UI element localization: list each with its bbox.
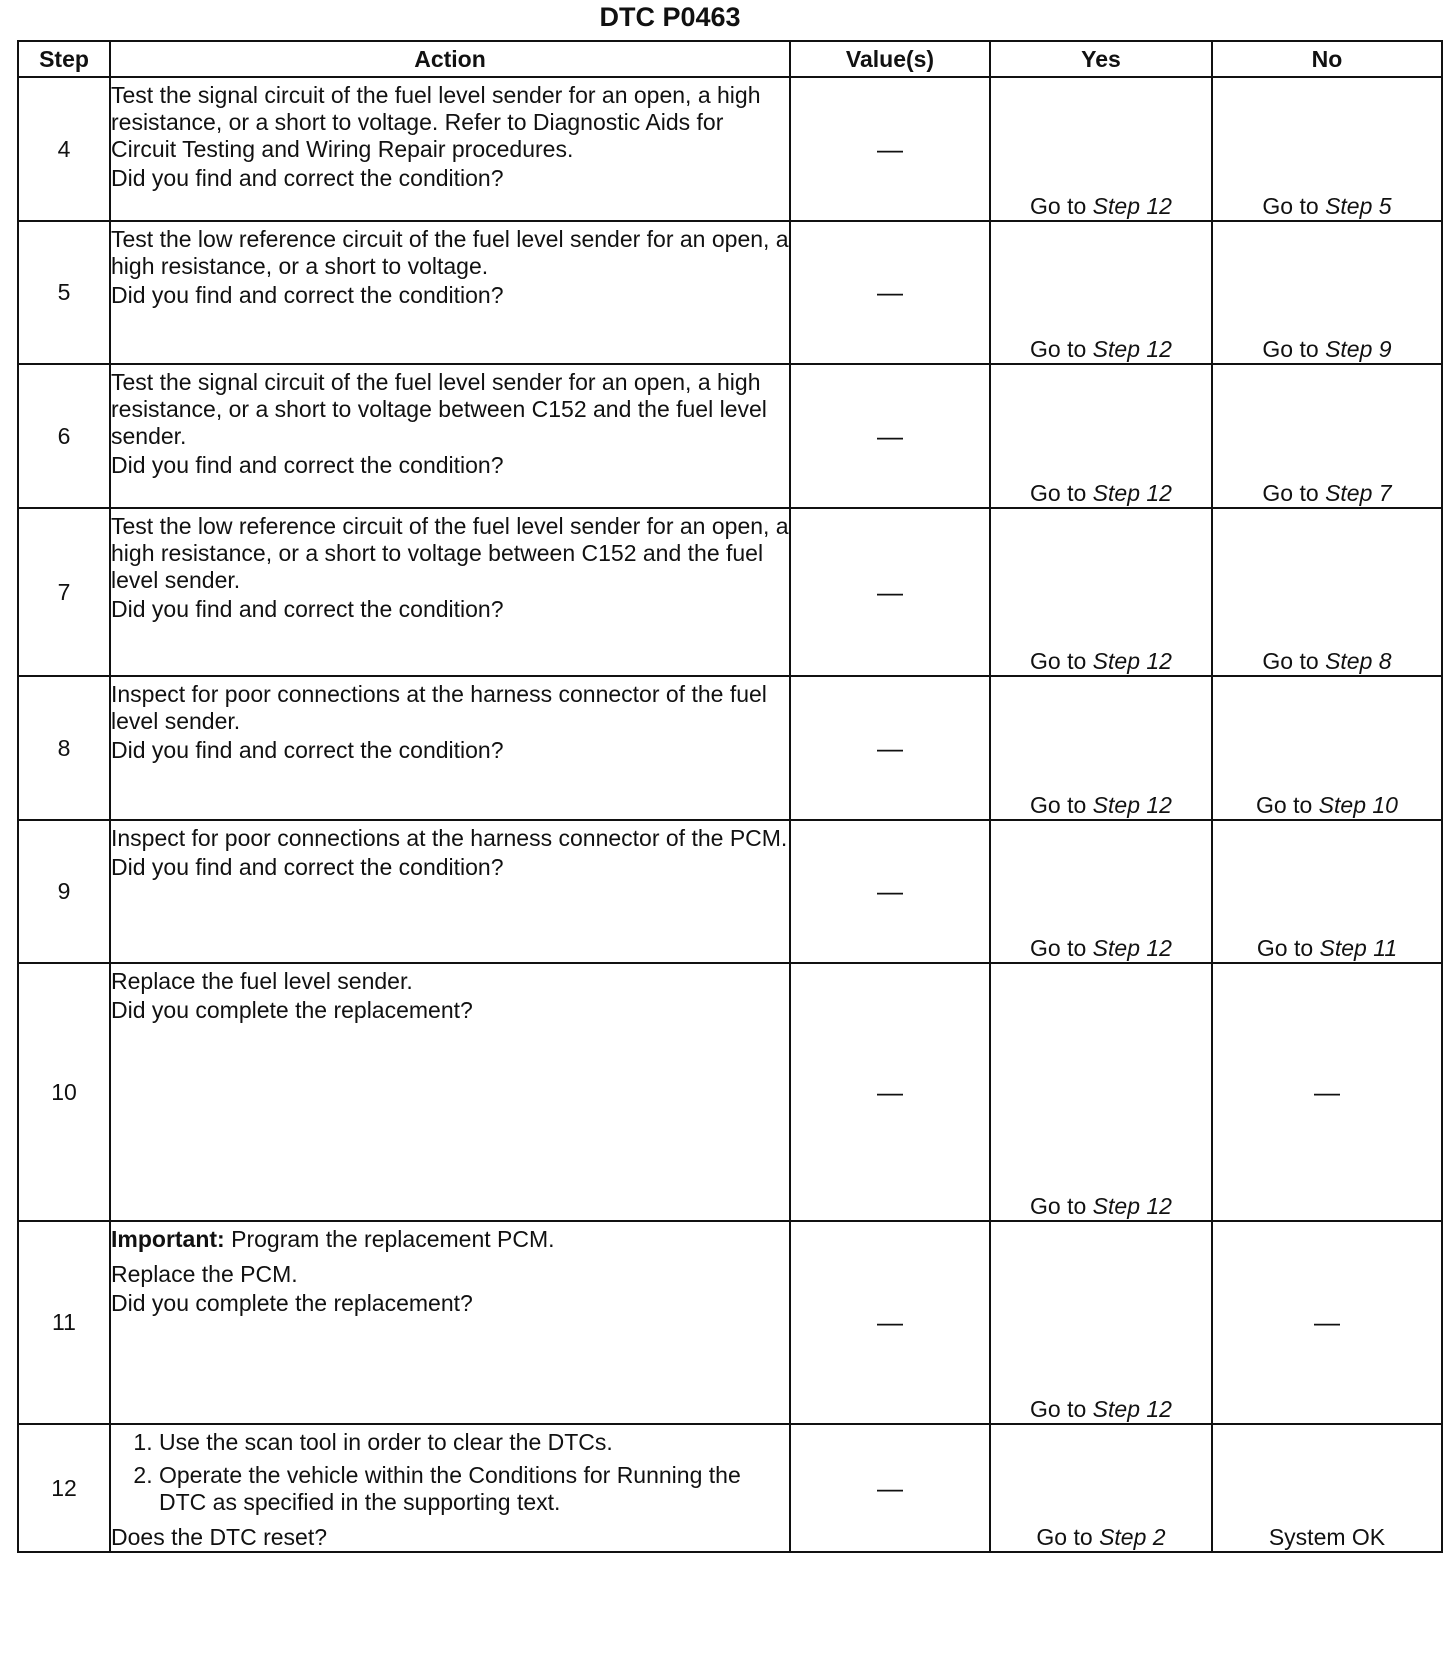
table-row [18, 676, 1442, 820]
yes-cell [990, 77, 1212, 221]
no-cell [1212, 221, 1442, 364]
action-text: Test the signal circuit of the fuel level sender for an open, a high resistance, or a short to voltage between C152 and the fuel level sender. [111, 369, 767, 449]
action-question: Did you find and correct the condition? [111, 596, 504, 622]
value-cell: — [790, 963, 990, 1221]
action-question: Did you find and correct the condition? [111, 452, 504, 478]
header-values: Value(s) [790, 41, 990, 77]
no-prefix: Go to [1262, 193, 1319, 219]
action-text: Replace the fuel level sender. [111, 968, 413, 994]
header-yes: Yes [990, 41, 1212, 77]
no-cell [1212, 676, 1442, 820]
yes-cell [990, 221, 1212, 364]
table-row [18, 364, 1442, 508]
yes-step-ref: Step 12 [1092, 935, 1172, 961]
action-text: Test the low reference circuit of the fuel level sender for an open, a high resistance, or a short to voltage between C152 and the fuel level sender. [111, 513, 789, 593]
page-title: DTC P0463 [599, 2, 741, 32]
no-step-ref: Step 10 [1318, 792, 1398, 818]
no-step-ref: Step 5 [1325, 193, 1392, 219]
action-cell [110, 364, 790, 508]
action-text: Inspect for poor connections at the harness connector of the fuel level sender. [111, 681, 767, 734]
yes-prefix: Go to [1036, 1524, 1093, 1550]
action-question: Did you find and correct the condition? [111, 165, 504, 191]
action-question: Did you find and correct the condition? [111, 737, 504, 763]
important-text: Program the replacement PCM. [231, 1226, 555, 1252]
step-number: 8 [18, 676, 110, 820]
value-cell: — [790, 1221, 990, 1424]
list-item: 1. Use the scan tool in order to clear the DTCs. [159, 1429, 789, 1456]
yes-cell [990, 820, 1212, 963]
yes-prefix: Go to [1030, 336, 1087, 362]
action-cell [110, 508, 790, 676]
yes-cell [990, 963, 1212, 1221]
yes-step-ref: Step 12 [1092, 193, 1172, 219]
action-text: Test the signal circuit of the fuel level sender for an open, a high resistance, or a short to voltage. Refer to Diagnostic Aids for Circuit Testing and Wiring Repair procedures. [111, 82, 761, 162]
no-cell [1212, 820, 1442, 963]
action-cell [110, 77, 790, 221]
step-number: 4 [18, 77, 110, 221]
value-cell: — [790, 364, 990, 508]
action-text: Test the low reference circuit of the fuel level sender for an open, a high resistance, or a short to voltage. [111, 226, 789, 279]
no-cell: System OK [1212, 1424, 1442, 1552]
yes-cell [990, 508, 1212, 676]
instruction-list [111, 1429, 789, 1516]
action-question: Did you find and correct the condition? [111, 282, 504, 308]
table-row [18, 963, 1442, 1221]
yes-step-ref: Step 12 [1092, 480, 1172, 506]
yes-prefix: Go to [1030, 935, 1087, 961]
action-cell [110, 963, 790, 1221]
header-row [18, 41, 1442, 77]
diagnostic-table [17, 40, 1443, 1553]
header-action: Action [110, 41, 790, 77]
no-step-ref: Step 9 [1325, 336, 1392, 362]
yes-cell [990, 1221, 1212, 1424]
no-cell [1212, 77, 1442, 221]
value-cell: — [790, 676, 990, 820]
yes-cell [990, 676, 1212, 820]
no-step-ref: Step 7 [1325, 480, 1392, 506]
yes-prefix: Go to [1030, 648, 1087, 674]
action-text: Inspect for poor connections at the harness connector of the PCM. [111, 825, 788, 851]
action-cell [110, 676, 790, 820]
no-step-ref: Step 11 [1319, 935, 1398, 961]
yes-prefix: Go to [1030, 1396, 1087, 1422]
action-cell [110, 820, 790, 963]
table-row [18, 1221, 1442, 1424]
important-note [111, 1226, 789, 1253]
table-row [18, 221, 1442, 364]
no-prefix: Go to [1256, 935, 1314, 961]
yes-step-ref: Step 12 [1092, 1396, 1172, 1422]
no-cell [1212, 364, 1442, 508]
yes-cell [990, 364, 1212, 508]
yes-step-ref: Step 12 [1092, 336, 1172, 362]
action-question: Did you find and correct the condition? [111, 854, 504, 880]
yes-step-ref: Step 12 [1092, 1193, 1172, 1219]
step-number: 5 [18, 221, 110, 364]
table-row [18, 820, 1442, 963]
yes-prefix: Go to [1030, 1193, 1087, 1219]
header-no: No [1212, 41, 1442, 77]
header-step: Step [18, 41, 110, 77]
action-cell [110, 221, 790, 364]
value-cell: — [790, 77, 990, 221]
yes-step-ref: Step 12 [1092, 648, 1172, 674]
step-number: 9 [18, 820, 110, 963]
no-prefix: Go to [1262, 480, 1319, 506]
table-row [18, 1424, 1442, 1552]
table-row [18, 77, 1442, 221]
table-row [18, 508, 1442, 676]
no-cell: — [1212, 1221, 1442, 1424]
step-number: 10 [18, 963, 110, 1221]
action-question: Did you complete the replacement? [111, 997, 473, 1023]
value-cell: — [790, 221, 990, 364]
no-cell: — [1212, 963, 1442, 1221]
action-question: Did you complete the replacement? [111, 1290, 473, 1316]
important-label: Important: [111, 1226, 225, 1252]
list-item: 2. Operate the vehicle within the Conditions for Running the DTC as specified in the supporting text. [159, 1462, 789, 1516]
action-cell [110, 1221, 790, 1424]
step-number: 11 [18, 1221, 110, 1424]
action-cell [110, 1424, 790, 1552]
yes-step-ref: Step 2 [1099, 1524, 1166, 1550]
yes-prefix: Go to [1030, 792, 1087, 818]
action-question: Does the DTC reset? [111, 1524, 328, 1550]
yes-prefix: Go to [1030, 193, 1087, 219]
value-cell: — [790, 508, 990, 676]
action-text: Replace the PCM. [111, 1261, 298, 1287]
value-cell: — [790, 1424, 990, 1552]
no-prefix: Go to [1262, 336, 1319, 362]
no-step-ref: Step 8 [1325, 648, 1392, 674]
yes-prefix: Go to [1030, 480, 1087, 506]
no-cell [1212, 508, 1442, 676]
yes-cell [990, 1424, 1212, 1552]
step-number: 12 [18, 1424, 110, 1552]
step-number: 7 [18, 508, 110, 676]
no-prefix: Go to [1256, 792, 1313, 818]
step-number: 6 [18, 364, 110, 508]
value-cell: — [790, 820, 990, 963]
no-prefix: Go to [1262, 648, 1319, 674]
yes-step-ref: Step 12 [1092, 792, 1172, 818]
